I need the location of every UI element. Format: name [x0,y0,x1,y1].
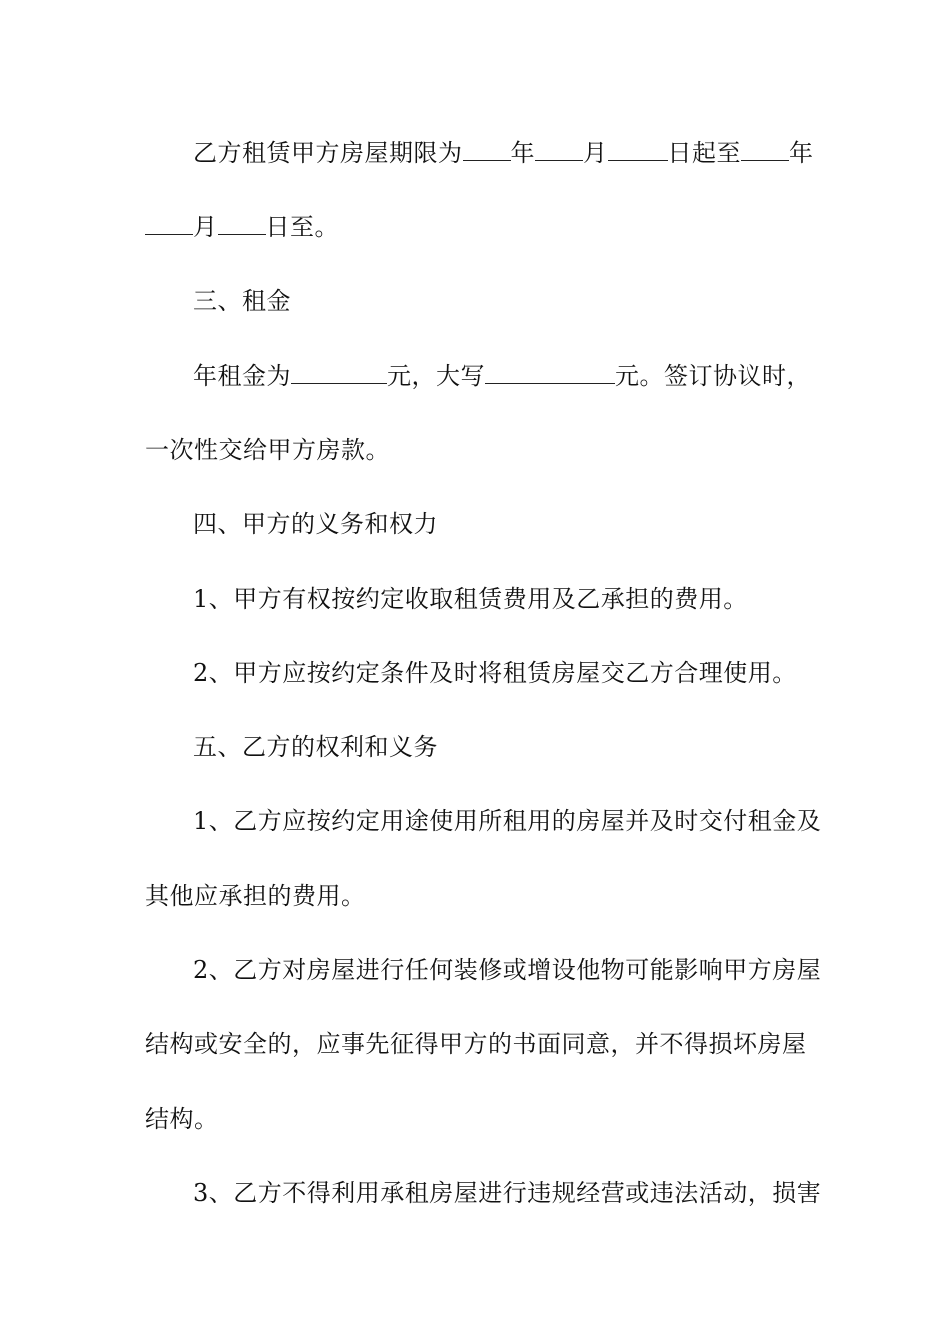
rent-line-1: 年租金为 元，大写 元。签订协议时， [193,362,811,390]
blank-rent-amount-words[interactable] [485,361,615,384]
blank-start-month[interactable] [535,138,583,161]
section-heading-party-b: 五、乙方的权利和义务 [193,733,438,761]
blank-end-month[interactable] [145,212,193,235]
blank-end-year[interactable] [741,138,789,161]
blank-start-day[interactable] [608,138,668,161]
section-heading-party-a: 四、甲方的义务和权力 [193,510,438,538]
party-b-clause-3-line-1: 3、乙方不得利用承租房屋进行违规经营或违法活动，损害 [193,1179,822,1207]
lease-term-line-2: 月 日至。 [145,211,810,243]
rent-line-2: 一次性交给甲方房款。 [145,436,390,464]
blank-end-day[interactable] [218,212,266,235]
party-a-clause-2: 2、甲方应按约定条件及时将租赁房屋交乙方合理使用。 [193,659,797,687]
party-a-clause-1: 1、甲方有权按约定收取租赁费用及乙承担的费用。 [193,585,748,613]
section-heading-rent: 三、租金 [193,287,291,315]
lease-term-line-1: 乙方租赁甲方房屋期限为 年 月 日起至 年 [193,139,814,167]
party-b-clause-2-line-2: 结构或安全的，应事先征得甲方的书面同意，并不得损坏房屋 [145,1030,807,1058]
lease-term-text: 乙方租赁甲方房屋期限为 [193,139,463,167]
party-b-clause-2-line-3: 结构。 [145,1105,219,1133]
party-b-clause-1-line-1: 1、乙方应按约定用途使用所租用的房屋并及时交付租金及 [193,807,822,835]
blank-start-year[interactable] [463,138,511,161]
party-b-clause-2-line-1: 2、乙方对房屋进行任何装修或增设他物可能影响甲方房屋 [193,956,822,984]
blank-rent-amount[interactable] [291,361,387,384]
party-b-clause-1-line-2: 其他应承担的费用。 [145,882,366,910]
